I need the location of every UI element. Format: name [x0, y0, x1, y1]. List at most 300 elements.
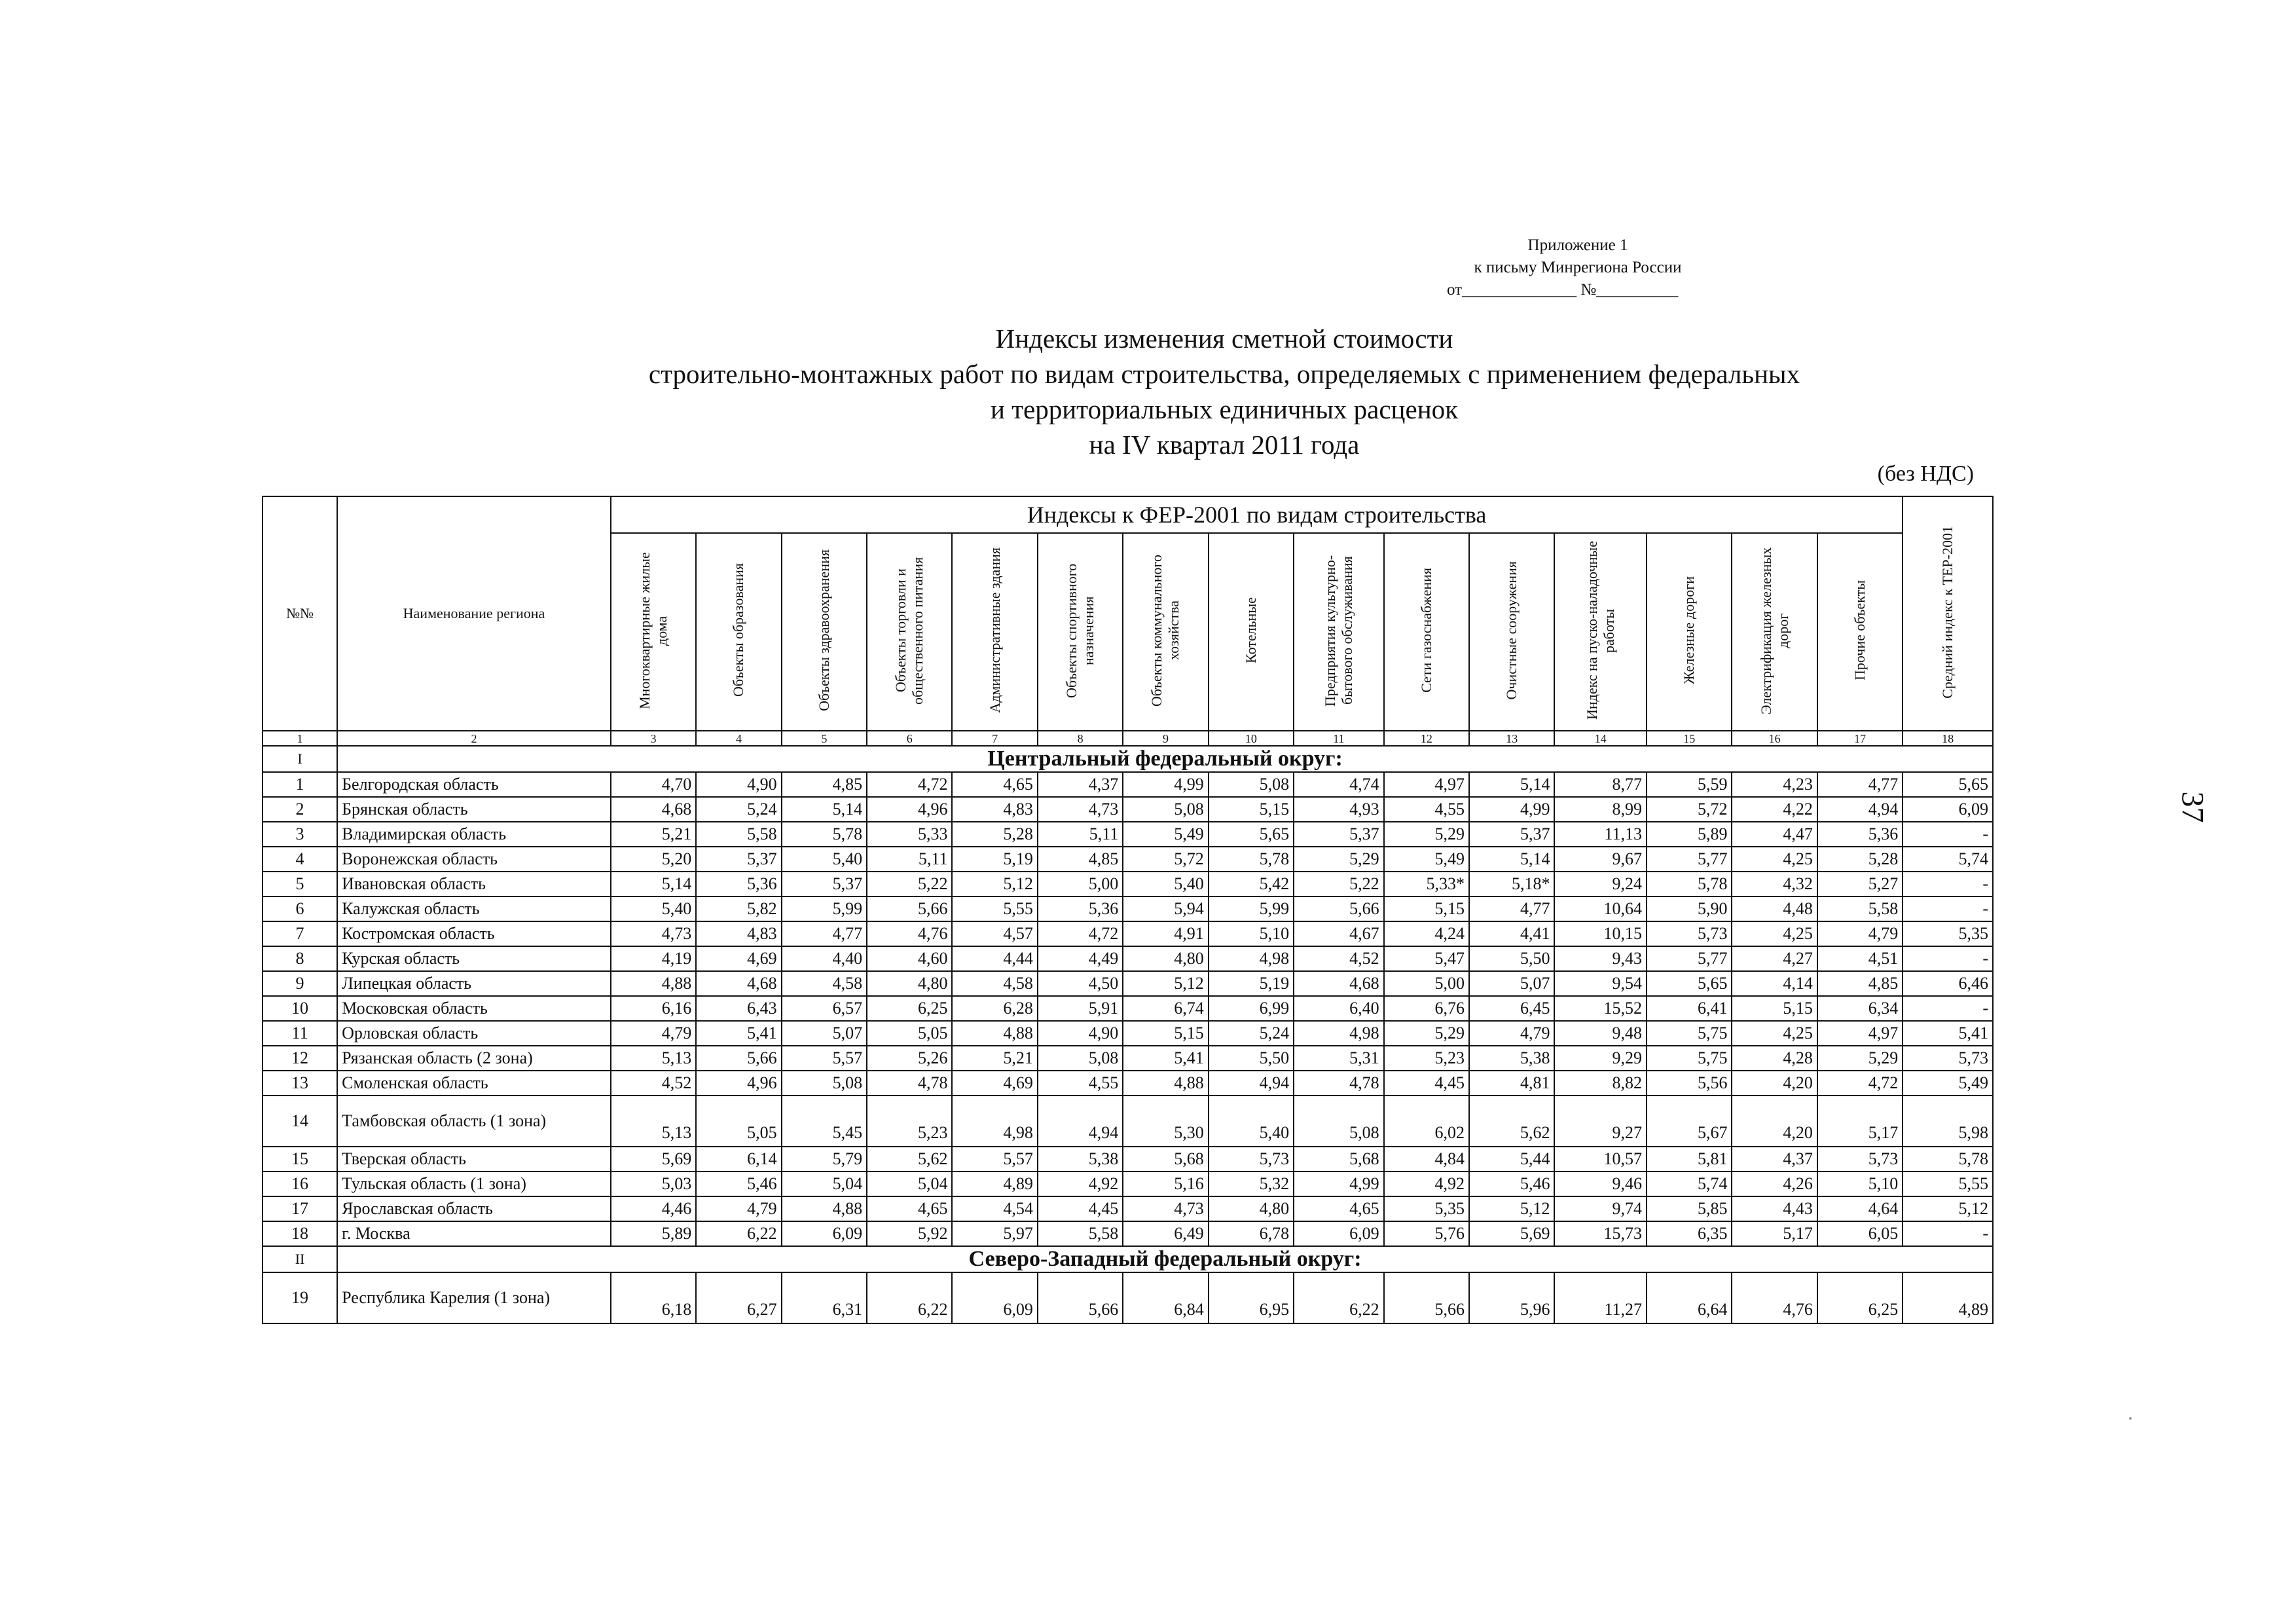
index-value: 4,68 [1294, 971, 1384, 996]
index-value: 5,38 [1038, 1147, 1123, 1172]
index-value: 4,40 [782, 946, 867, 971]
index-value: 5,21 [611, 822, 696, 847]
column-number: 12 [1384, 731, 1469, 746]
index-value: 5,29 [1817, 1046, 1903, 1071]
index-value: 5,17 [1817, 1096, 1903, 1147]
index-value: 5,41 [1903, 1021, 1993, 1046]
index-value: 5,32 [1209, 1172, 1294, 1196]
index-value: 5,85 [1647, 1196, 1732, 1221]
column-header: Объекты образования [696, 533, 781, 731]
index-value: 4,44 [952, 946, 1037, 971]
column-header: Объекты коммунального хозяйства [1123, 533, 1208, 731]
index-value: 4,97 [1817, 1021, 1903, 1046]
index-value: 5,66 [867, 896, 952, 921]
index-value: 5,67 [1647, 1096, 1732, 1147]
index-value: 4,94 [1209, 1071, 1294, 1096]
index-value: 5,13 [611, 1046, 696, 1071]
index-value: 5,89 [1647, 822, 1732, 847]
region-name: Ярославская область [337, 1196, 611, 1221]
index-value: 4,68 [696, 971, 781, 996]
index-value: 4,85 [782, 772, 867, 797]
index-value: 4,76 [1732, 1272, 1817, 1323]
row-number: 6 [263, 896, 337, 921]
column-number: 6 [867, 731, 952, 746]
index-value: 5,62 [1469, 1096, 1554, 1147]
index-value: 4,91 [1123, 921, 1208, 946]
vat-note: (без НДС) [1877, 462, 1974, 486]
appendix-line-3: от______________ №__________ [1447, 281, 1679, 299]
index-value: 5,30 [1123, 1096, 1208, 1147]
column-number: 10 [1209, 731, 1294, 746]
index-value: 4,98 [1209, 946, 1294, 971]
index-value: - [1903, 1221, 1993, 1246]
index-value: 5,07 [1469, 971, 1554, 996]
index-value: 5,14 [782, 797, 867, 822]
index-value: 5,29 [1384, 1021, 1469, 1046]
column-number: 7 [952, 731, 1037, 746]
index-value: 4,89 [952, 1172, 1037, 1196]
index-value: 5,47 [1384, 946, 1469, 971]
col-num-header: №№ [263, 496, 337, 731]
column-header: Железные дороги [1647, 533, 1732, 731]
index-value: 5,15 [1732, 996, 1817, 1021]
row-number: 17 [263, 1196, 337, 1221]
region-name: Воронежская область [337, 847, 611, 872]
table-row [263, 1071, 1993, 1096]
table-row [263, 1021, 1993, 1046]
index-value: 4,23 [1732, 772, 1817, 797]
region-name: Костромская область [337, 921, 611, 946]
table-row [263, 921, 1993, 946]
index-value: 9,48 [1554, 1021, 1647, 1046]
index-value: 5,46 [1469, 1172, 1554, 1196]
index-value: 4,48 [1732, 896, 1817, 921]
table-row [263, 1046, 1993, 1071]
column-number: 4 [696, 731, 781, 746]
table-row [263, 847, 1993, 872]
index-value: 5,58 [696, 822, 781, 847]
index-value: 4,25 [1732, 847, 1817, 872]
row-number: 15 [263, 1147, 337, 1172]
column-header: Индекс на пуско-наладочные работы [1554, 533, 1647, 731]
index-value: 6,78 [1209, 1221, 1294, 1246]
index-value: 4,64 [1817, 1196, 1903, 1221]
scan-speck [2129, 1417, 2132, 1420]
index-value: 5,41 [696, 1021, 781, 1046]
index-value: 5,15 [1384, 896, 1469, 921]
index-value: 5,31 [1294, 1046, 1384, 1071]
region-name: Рязанская область (2 зона) [337, 1046, 611, 1071]
index-value: 5,12 [952, 872, 1037, 896]
index-value: 6,09 [952, 1272, 1037, 1323]
table-row [263, 1221, 1993, 1246]
appendix-block [1375, 234, 1781, 301]
row-number: 8 [263, 946, 337, 971]
index-value: 5,73 [1903, 1046, 1993, 1071]
index-value: 4,68 [611, 797, 696, 822]
index-value: 5,28 [1817, 847, 1903, 872]
index-value: 5,72 [1647, 797, 1732, 822]
index-value: 5,42 [1209, 872, 1294, 896]
index-value: 4,54 [952, 1196, 1037, 1221]
index-value: 5,15 [1209, 797, 1294, 822]
index-value: 4,88 [952, 1021, 1037, 1046]
index-value: 9,43 [1554, 946, 1647, 971]
index-value: 4,85 [1817, 971, 1903, 996]
index-value: 4,65 [867, 1196, 952, 1221]
index-value: 5,04 [782, 1172, 867, 1196]
index-value: 5,90 [1647, 896, 1732, 921]
index-value: 4,94 [1817, 797, 1903, 822]
index-value: 5,11 [867, 847, 952, 872]
table-row [263, 1272, 1993, 1323]
row-number: 2 [263, 797, 337, 822]
index-value: 6,41 [1647, 996, 1732, 1021]
index-value: 5,07 [782, 1021, 867, 1046]
index-value: 4,90 [1038, 1021, 1123, 1046]
table-row [263, 946, 1993, 971]
index-value: 5,22 [1294, 872, 1384, 896]
table-row [263, 971, 1993, 996]
index-value: 6,09 [782, 1221, 867, 1246]
column-header: Очистные сооружения [1469, 533, 1554, 731]
index-value: 5,33 [867, 822, 952, 847]
index-value: 6,49 [1123, 1221, 1208, 1246]
index-value: 10,64 [1554, 896, 1647, 921]
index-value: 4,78 [867, 1071, 952, 1096]
index-value: 4,73 [611, 921, 696, 946]
index-value: 5,98 [1903, 1096, 1993, 1147]
index-value: 5,08 [1038, 1046, 1123, 1071]
table-row [263, 896, 1993, 921]
row-number: 13 [263, 1071, 337, 1096]
index-value: 4,37 [1732, 1147, 1817, 1172]
index-value: 5,55 [952, 896, 1037, 921]
title-line-4: на IV квартал 2011 года [1089, 430, 1360, 460]
index-value: 4,27 [1732, 946, 1817, 971]
index-value: 5,29 [1294, 847, 1384, 872]
index-value: 5,75 [1647, 1046, 1732, 1071]
column-number: 17 [1817, 731, 1903, 746]
index-value: 5,21 [952, 1046, 1037, 1071]
index-value: 4,24 [1384, 921, 1469, 946]
index-value: 5,66 [1384, 1272, 1469, 1323]
index-value: 5,77 [1647, 847, 1732, 872]
index-value: 5,73 [1647, 921, 1732, 946]
index-value: 4,96 [867, 797, 952, 822]
index-value: 6,18 [611, 1272, 696, 1323]
index-value: 5,74 [1647, 1172, 1732, 1196]
index-value: 4,99 [1123, 772, 1208, 797]
index-value: 5,41 [1123, 1046, 1208, 1071]
index-value: 4,94 [1038, 1096, 1123, 1147]
index-value: 10,15 [1554, 921, 1647, 946]
index-value: 6,74 [1123, 996, 1208, 1021]
column-number: 15 [1647, 731, 1732, 746]
index-value: 4,78 [1294, 1071, 1384, 1096]
index-value: 4,72 [1817, 1071, 1903, 1096]
index-value: 11,27 [1554, 1272, 1647, 1323]
index-value: 5,10 [1209, 921, 1294, 946]
column-number: 2 [337, 731, 611, 746]
column-number: 18 [1903, 731, 1993, 746]
index-value: 5,37 [1469, 822, 1554, 847]
index-value: 5,00 [1384, 971, 1469, 996]
index-value: 4,88 [1123, 1071, 1208, 1096]
index-value: 4,45 [1038, 1196, 1123, 1221]
region-name: г. Москва [337, 1221, 611, 1246]
index-value: 4,20 [1732, 1071, 1817, 1096]
index-value: 5,78 [1209, 847, 1294, 872]
column-header: Многоквартирные жилые дома [611, 533, 696, 731]
index-value: 6,05 [1817, 1221, 1903, 1246]
row-number: 14 [263, 1096, 337, 1147]
index-value: 5,74 [1903, 847, 1993, 872]
index-value: 5,58 [1038, 1221, 1123, 1246]
region-name: Владимирская область [337, 822, 611, 847]
district-number: I [263, 746, 337, 772]
index-value: 6,34 [1817, 996, 1903, 1021]
index-value: 4,41 [1469, 921, 1554, 946]
region-name: Тульская область (1 зона) [337, 1172, 611, 1196]
index-value: 5,56 [1647, 1071, 1732, 1096]
index-value: 15,73 [1554, 1221, 1647, 1246]
index-value: 4,97 [1384, 772, 1469, 797]
index-value: 4,58 [952, 971, 1037, 996]
table-row [263, 1096, 1993, 1147]
index-value: 4,28 [1732, 1046, 1817, 1071]
index-value: 4,43 [1732, 1196, 1817, 1221]
index-value: 5,96 [1469, 1272, 1554, 1323]
index-value: 6,43 [696, 996, 781, 1021]
index-value: 5,18* [1469, 872, 1554, 896]
index-value: 5,40 [782, 847, 867, 872]
index-value: 4,98 [1294, 1021, 1384, 1046]
region-name: Ивановская область [337, 872, 611, 896]
index-value: 4,93 [1294, 797, 1384, 822]
title-line-3: и территориальных единичных расценок [990, 394, 1459, 424]
index-value: 5,24 [696, 797, 781, 822]
index-value: 4,79 [1469, 1021, 1554, 1046]
index-value: 4,80 [867, 971, 952, 996]
index-value: 5,46 [696, 1172, 781, 1196]
table-row [263, 872, 1993, 896]
index-value: 5,94 [1123, 896, 1208, 921]
index-value: 4,70 [611, 772, 696, 797]
column-number: 5 [782, 731, 867, 746]
row-number: 9 [263, 971, 337, 996]
index-value: 5,75 [1647, 1021, 1732, 1046]
index-value: 5,99 [782, 896, 867, 921]
index-value: 5,10 [1817, 1172, 1903, 1196]
index-value: 5,69 [611, 1147, 696, 1172]
index-value: 5,73 [1209, 1147, 1294, 1172]
index-value: 5,92 [867, 1221, 952, 1246]
index-value: 6,09 [1294, 1221, 1384, 1246]
index-value: 5,37 [1294, 822, 1384, 847]
index-value: 5,40 [1209, 1096, 1294, 1147]
index-value: 6,25 [867, 996, 952, 1021]
table-row [263, 1172, 1993, 1196]
index-value: 5,40 [611, 896, 696, 921]
table-row [263, 772, 1993, 797]
index-value: 5,66 [1294, 896, 1384, 921]
row-number: 18 [263, 1221, 337, 1246]
index-value: 9,24 [1554, 872, 1647, 896]
index-value: 5,05 [867, 1021, 952, 1046]
row-number: 1 [263, 772, 337, 797]
index-value: 4,77 [782, 921, 867, 946]
region-name: Брянская область [337, 797, 611, 822]
index-value: 4,74 [1294, 772, 1384, 797]
column-header: Котельные [1209, 533, 1294, 731]
region-name: Тамбовская область (1 зона) [337, 1096, 611, 1147]
index-value: 5,19 [952, 847, 1037, 872]
index-value: 4,32 [1732, 872, 1817, 896]
index-value: 5,59 [1647, 772, 1732, 797]
index-value: 4,76 [867, 921, 952, 946]
column-number: 13 [1469, 731, 1554, 746]
index-value: 6,22 [1294, 1272, 1384, 1323]
index-value: 5,65 [1647, 971, 1732, 996]
table-row [263, 996, 1993, 1021]
index-value: 4,83 [696, 921, 781, 946]
index-value: 4,47 [1732, 822, 1817, 847]
region-name: Курская область [337, 946, 611, 971]
row-number: 16 [263, 1172, 337, 1196]
column-header: Объекты спортивного назначения [1038, 533, 1123, 731]
column-number: 3 [611, 731, 696, 746]
index-value: 6,16 [611, 996, 696, 1021]
region-name: Республика Карелия (1 зона) [337, 1272, 611, 1323]
index-value: 5,12 [1123, 971, 1208, 996]
index-value: 6,84 [1123, 1272, 1208, 1323]
index-value: 4,81 [1469, 1071, 1554, 1096]
index-value: 5,26 [867, 1046, 952, 1071]
index-value: 5,50 [1469, 946, 1554, 971]
index-value: 11,13 [1554, 822, 1647, 847]
index-value: 4,89 [1903, 1272, 1993, 1323]
index-value: 4,14 [1732, 971, 1817, 996]
index-value: 4,72 [867, 772, 952, 797]
index-value: 9,29 [1554, 1046, 1647, 1071]
index-value: 5,15 [1123, 1021, 1208, 1046]
region-name: Московская область [337, 996, 611, 1021]
index-value: 4,79 [611, 1021, 696, 1046]
index-value: 5,99 [1209, 896, 1294, 921]
index-value: 4,37 [1038, 772, 1123, 797]
index-value: 6,46 [1903, 971, 1993, 996]
index-value: 5,65 [1903, 772, 1993, 797]
column-header: Предприятия культурно-бытового обслуживания [1294, 533, 1384, 731]
index-value: 5,35 [1384, 1196, 1469, 1221]
index-value: 5,14 [611, 872, 696, 896]
index-value: 5,08 [1209, 772, 1294, 797]
index-value: 5,03 [611, 1172, 696, 1196]
index-value: 5,49 [1123, 822, 1208, 847]
index-value: 5,40 [1123, 872, 1208, 896]
index-value: - [1903, 822, 1993, 847]
index-value: 4,79 [1817, 921, 1903, 946]
row-number: 5 [263, 872, 337, 896]
row-number: 4 [263, 847, 337, 872]
index-value: 4,26 [1732, 1172, 1817, 1196]
index-value: - [1903, 896, 1993, 921]
region-name: Тверская область [337, 1147, 611, 1172]
index-value: 5,16 [1123, 1172, 1208, 1196]
index-value: 5,36 [696, 872, 781, 896]
index-value: 4,99 [1294, 1172, 1384, 1196]
index-value: 9,27 [1554, 1096, 1647, 1147]
index-value: 8,77 [1554, 772, 1647, 797]
index-value: 5,36 [1038, 896, 1123, 921]
index-value: 5,17 [1732, 1221, 1817, 1246]
index-value: 4,45 [1384, 1071, 1469, 1096]
index-value: 6,22 [696, 1221, 781, 1246]
index-value: 4,80 [1123, 946, 1208, 971]
index-value: 5,78 [782, 822, 867, 847]
index-value: 6,31 [782, 1272, 867, 1323]
index-value: 6,14 [696, 1147, 781, 1172]
region-name: Калужская область [337, 896, 611, 921]
index-value: 6,64 [1647, 1272, 1732, 1323]
index-value: 5,50 [1209, 1046, 1294, 1071]
index-value: 5,08 [782, 1071, 867, 1096]
index-value: 5,57 [952, 1147, 1037, 1172]
index-value: 4,77 [1469, 896, 1554, 921]
index-value: 5,35 [1903, 921, 1993, 946]
index-value: 4,90 [696, 772, 781, 797]
index-value: 5,49 [1384, 847, 1469, 872]
column-header: Административные здания [952, 533, 1037, 731]
index-value: - [1903, 996, 1993, 1021]
index-value: 5,04 [867, 1172, 952, 1196]
index-value: 6,57 [782, 996, 867, 1021]
index-value: 5,66 [1038, 1272, 1123, 1323]
district-row [263, 1246, 1993, 1272]
group-header: Индексы к ФЕР-2001 по видам строительства [611, 496, 1903, 533]
row-number: 12 [263, 1046, 337, 1071]
column-number: 1 [263, 731, 337, 746]
index-value: 5,78 [1647, 872, 1732, 896]
index-value: 4,58 [782, 971, 867, 996]
table-row [263, 822, 1993, 847]
index-value: 5,73 [1817, 1147, 1903, 1172]
index-value: 5,19 [1209, 971, 1294, 996]
index-value: 8,82 [1554, 1071, 1647, 1096]
table-row [263, 1196, 1993, 1221]
column-number: 16 [1732, 731, 1817, 746]
index-value: 5,68 [1294, 1147, 1384, 1172]
index-value: 6,28 [952, 996, 1037, 1021]
index-value: 4,88 [611, 971, 696, 996]
index-value: 5,36 [1817, 822, 1903, 847]
index-value: 6,40 [1294, 996, 1384, 1021]
column-header: Сети газоснабжения [1384, 533, 1469, 731]
index-value: 5,81 [1647, 1147, 1732, 1172]
index-value: 4,52 [1294, 946, 1384, 971]
index-value: 4,92 [1038, 1172, 1123, 1196]
index-value: 6,99 [1209, 996, 1294, 1021]
region-name: Орловская область [337, 1021, 611, 1046]
index-value: 4,65 [952, 772, 1037, 797]
index-value: 4,72 [1038, 921, 1123, 946]
index-value: 5,69 [1469, 1221, 1554, 1246]
district-number: II [263, 1246, 337, 1272]
index-value: 5,13 [611, 1096, 696, 1147]
index-value: 8,99 [1554, 797, 1647, 822]
index-value: 5,58 [1817, 896, 1903, 921]
